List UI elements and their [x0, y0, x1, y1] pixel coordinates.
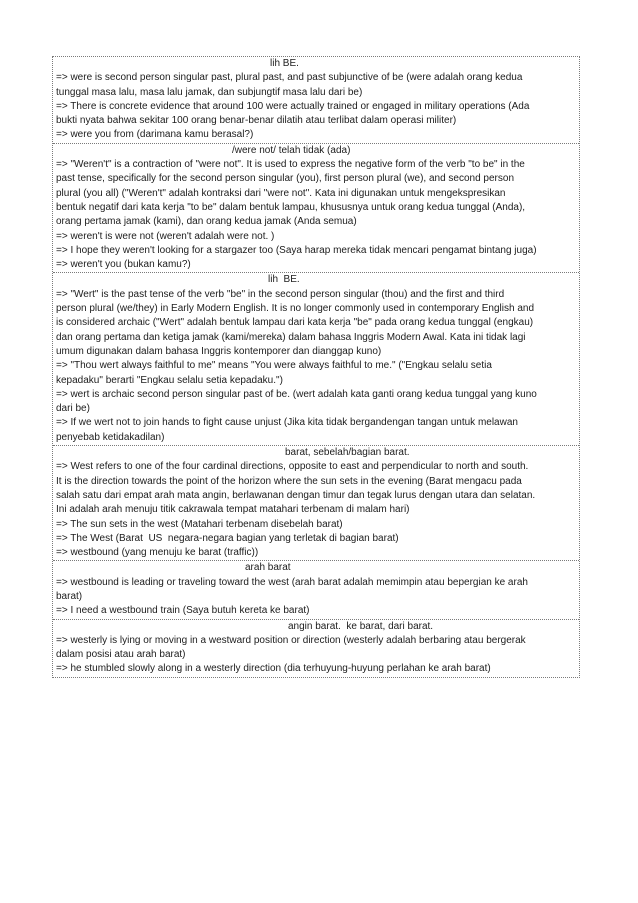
definition-line: => he stumbled slowly along in a westerly direction (dia terhuyung-huyung perlahan ke arah barat) — [56, 663, 491, 675]
gloss: barat, sebelah/bagian barat. — [285, 447, 410, 459]
entry-header — [56, 561, 576, 575]
definition-line: => weren't is were not (weren't adalah were not. ) — [56, 230, 275, 242]
definition-line: salah satu dari empat arah mata angin, berlawanan dengan timur dan tegak lurus dengan utara dan selatan. — [56, 489, 536, 501]
gloss: lih BE. — [270, 58, 299, 69]
definition-line: barat) — [56, 590, 83, 602]
definition-line: => If we wert not to join hands to fight cause unjust (Jika kita tidak bergandengan tangan untuk melawan — [56, 417, 518, 429]
entry-were — [53, 57, 579, 144]
definition-line: kepadaku" berarti "Engkau selalu setia kepadaku.") — [56, 374, 283, 386]
definition-line: => I hope they weren't looking for a stargazer too (Saya harap mereka tidak mencari pengamat bintang juga) — [56, 244, 537, 256]
definition-line: => westbound is leading or traveling toward the west (arah barat adalah memimpin atau bepergian ke arah — [56, 576, 528, 588]
entry-werent — [53, 144, 579, 274]
entry-header — [56, 273, 576, 287]
definition-line: orang pertama jamak (kami), dan orang kedua jamak (Anda semua) — [56, 216, 357, 228]
definition-line: person plural (we/they) in Early Modern English. It is no longer commonly used in contemporary English and — [56, 303, 535, 315]
entry-westbound — [53, 561, 579, 619]
definition-line: => weren't you (bukan kamu?) — [56, 259, 191, 271]
entry-header — [56, 57, 576, 71]
definition-line: Ini adalah arah menuju titik cakrawala tempat matahari terbenam di malam hari) — [56, 504, 410, 516]
entry-wert — [53, 273, 579, 446]
definition-line: => wert is archaic second person singular past of be. (wert adalah kata ganti orang kedua tunggal yang kuno — [56, 388, 537, 400]
definition-line: => There is concrete evidence that around 100 were actually trained or engaged in military operations (Ada — [56, 100, 530, 112]
definition-line: => The sun sets in the west (Matahari terbenam disebelah barat) — [56, 518, 343, 530]
definition-line: plural (you all) ("Weren't" adalah kontraksi dari "were not". Kata ini digunakan untuk mengekspresikan — [56, 187, 506, 199]
entry-westerly — [53, 620, 579, 677]
definition-line: umum digunakan dalam bahasa Inggris kontemporer dan dianggap kuno) — [56, 345, 382, 357]
definition-line: dari be) — [56, 403, 90, 415]
entry-west — [53, 446, 579, 561]
definition-line: => West refers to one of the four cardinal directions, opposite to east and perpendicular to north and south. — [56, 461, 529, 473]
definition-line: tunggal masa lalu, masa lalu jamak, dan subjungtif masa lalu dari be) — [56, 86, 363, 98]
entry-header — [56, 446, 576, 460]
definition-line: past tense, specifically for the second person singular (you), first person plural (we), and second person — [56, 173, 515, 185]
definition-line: => "Wert" is the past tense of the verb "be" in the second person singular (thou) and the first and third — [56, 288, 505, 300]
definition-line: It is the direction towards the point of the horizon where the sun sets in the evening (Barat mengacu pada — [56, 475, 522, 487]
gloss: arah barat — [245, 562, 291, 574]
definition-line: => westerly is lying or moving in a westward position or direction (westerly adalah berbaring atau bergerak — [56, 634, 526, 646]
entry-header — [56, 144, 576, 158]
definition-line: => I need a westbound train (Saya butuh kereta ke barat) — [56, 605, 310, 617]
gloss: angin barat. ke barat, dari barat. — [288, 620, 434, 632]
definition-line: dalam posisi atau arah barat) — [56, 649, 186, 661]
definition-line: => westbound (yang menuju ke barat (traffic)) — [56, 547, 259, 559]
entry-header — [56, 620, 576, 634]
definition-line: bentuk negatif dari kata kerja "to be" dalam bentuk lampau, khususnya untuk orang kedua tunggal (Anda), — [56, 201, 526, 213]
gloss: lih BE. — [268, 274, 300, 286]
definition-line: => The West (Barat US negara-negara bagian yang terletak di bagian barat) — [56, 532, 399, 544]
definition-line: => "Weren't" is a contraction of "were not". It is used to express the negative form of the verb "to be" in the — [56, 159, 525, 171]
definition-line: is considered archaic ("Wert" adalah bentuk lampau dari kata kerja "be" pada orang kedua tunggal (engkau) — [56, 317, 534, 329]
dictionary-page — [52, 56, 580, 678]
gloss: /were not/ telah tidak (ada) — [232, 144, 351, 156]
definition-line: dan orang pertama dan ketiga jamak (kami/mereka) dalam bahasa Inggris Modern Awal. Kata ini tidak lagi — [56, 331, 526, 343]
definition-line: => were you from (darimana kamu berasal?) — [56, 129, 254, 141]
definition-line: => were is second person singular past, plural past, and past subjunctive of be (were adalah orang kedua — [56, 72, 523, 84]
definition-line: => "Thou wert always faithful to me" means "You were always faithful to me." ("Engkau selalu setia — [56, 360, 492, 372]
definition-line: penyebab ketidakadilan) — [56, 431, 165, 443]
definition-line: bukti nyata bahwa sekitar 100 orang benar-benar dilatih atau terlibat dalam operasi militer) — [56, 115, 457, 127]
